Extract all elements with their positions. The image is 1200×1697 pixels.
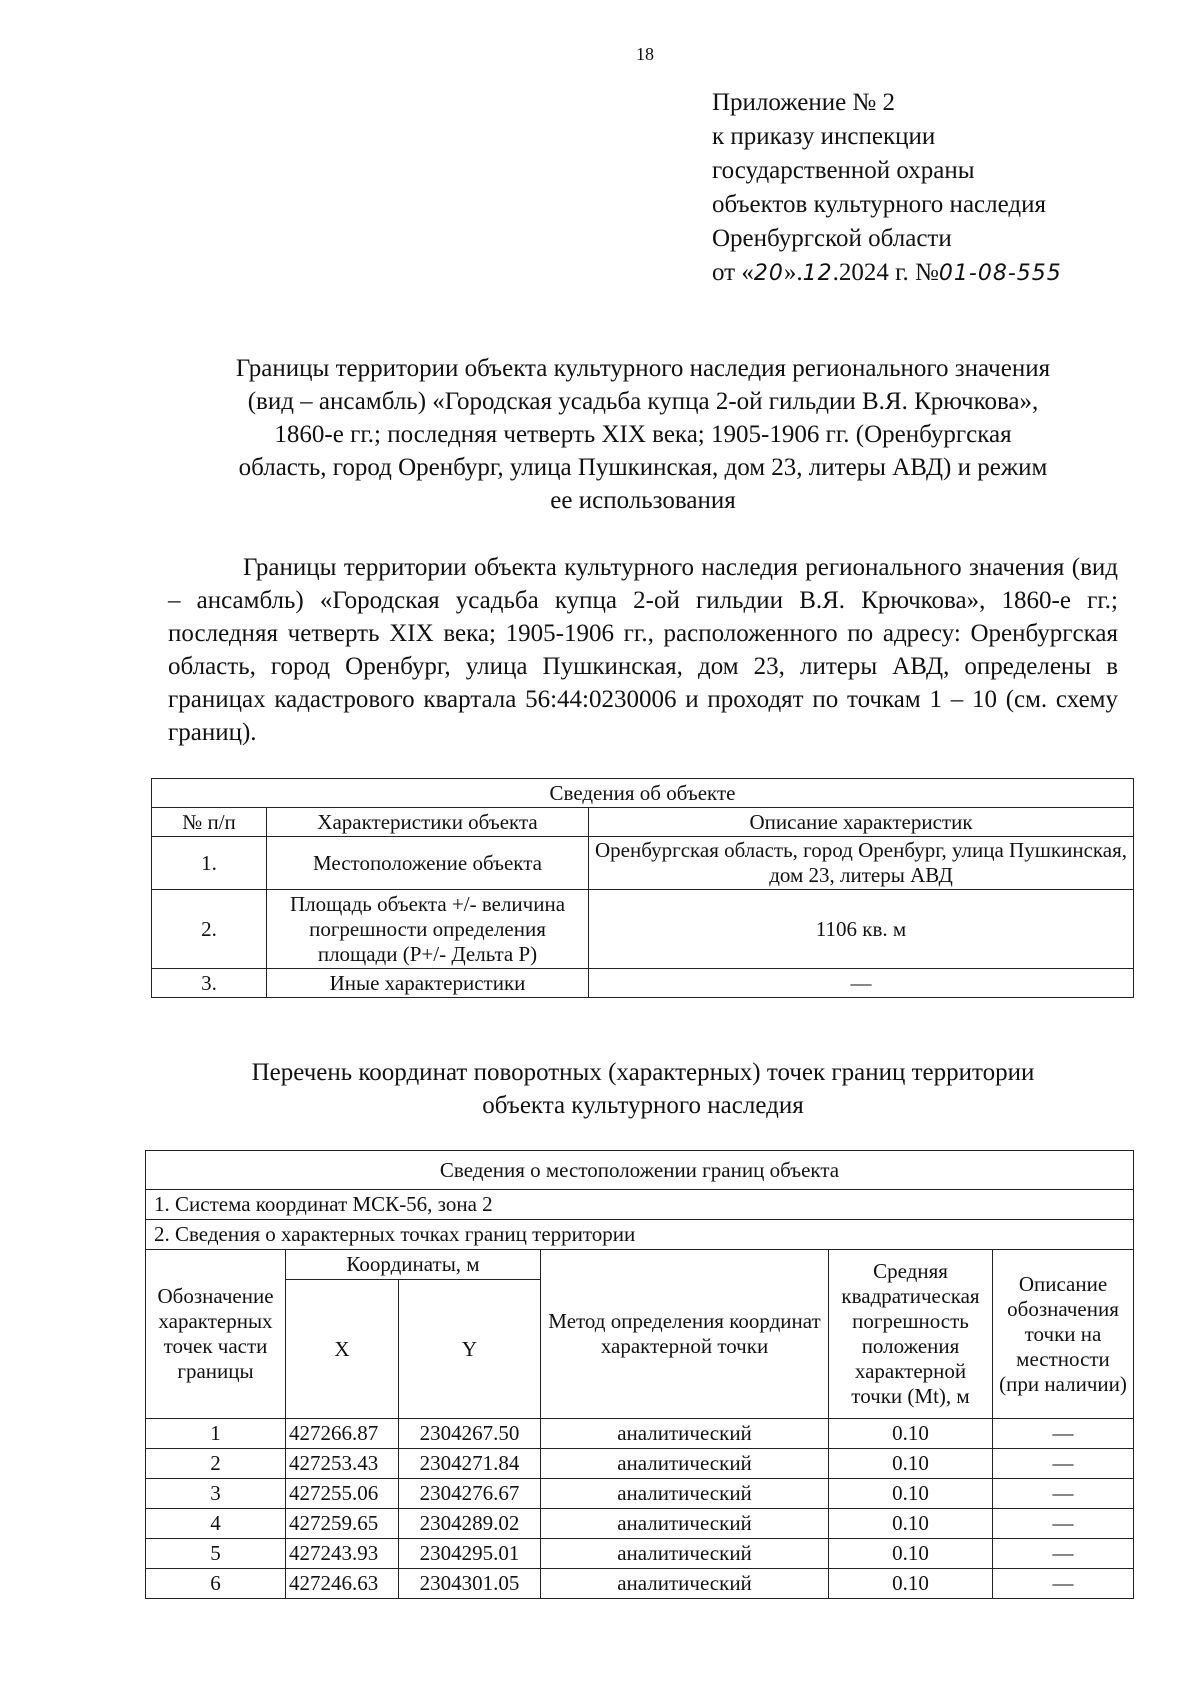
header-designation: Обозначение характерных точек части границы bbox=[146, 1250, 286, 1419]
subtitle-line: Перечень координат поворотных (характерных) точек границ территории bbox=[251, 1059, 1035, 1086]
header-cell-characteristic: Характеристики объекта bbox=[267, 808, 589, 837]
point-x: 427246.63 bbox=[286, 1569, 399, 1599]
boundaries-paragraph: Границы территории объекта культурного наследия регионального значения (вид – ансамбль) «Городская усадьба купца 2-ой гильдии В.Я. Крючкова», 1860-е гг.; последняя четверть XIX века; 1905-1906 гг., расположенного по адресу: Оренбургская область, город Оренбург, улица Пушкинская, дом 23, литеры АВД, определены в границах кадастрового квартала 56:44:0230006 и проходят по точкам 1 – 10 (см. схему границ). bbox=[168, 554, 1118, 746]
point-id: 3 bbox=[146, 1479, 286, 1509]
coordinates-table bbox=[145, 1150, 1134, 1599]
row-number: 1. bbox=[152, 837, 267, 890]
points-header: 2. Сведения о характерных точках границ территории bbox=[146, 1220, 1134, 1250]
point-id: 6 bbox=[146, 1569, 286, 1599]
point-description: — bbox=[993, 1509, 1134, 1539]
appendix-date-line bbox=[712, 256, 1062, 291]
handwritten-order-number: 01-08-555 bbox=[938, 261, 1062, 286]
point-error: 0.10 bbox=[829, 1479, 993, 1509]
header-y: Y bbox=[399, 1280, 541, 1419]
document-title bbox=[150, 352, 1136, 517]
point-description: — bbox=[993, 1569, 1134, 1599]
appendix-line-1: Приложение № 2 bbox=[712, 89, 896, 116]
header-cell-number: № п/п bbox=[152, 808, 267, 837]
header-cell-description: Описание характеристик bbox=[589, 808, 1134, 837]
point-id: 5 bbox=[146, 1539, 286, 1569]
date-mid-1: ». bbox=[783, 259, 803, 286]
point-description: — bbox=[993, 1419, 1134, 1449]
row-number: 3. bbox=[152, 969, 267, 998]
point-method: аналитический bbox=[541, 1449, 829, 1479]
header-error: Средняя квадратическая погрешность положения характерной точки (Mt), м bbox=[829, 1250, 993, 1419]
row-description: 1106 кв. м bbox=[589, 890, 1134, 969]
point-y: 2304271.84 bbox=[399, 1449, 541, 1479]
table-row bbox=[146, 1449, 1134, 1479]
header-coordinates: Координаты, м bbox=[286, 1250, 541, 1280]
table-row bbox=[146, 1509, 1134, 1539]
point-description: — bbox=[993, 1449, 1134, 1479]
handwritten-month: 12 bbox=[802, 261, 833, 286]
point-method: аналитический bbox=[541, 1509, 829, 1539]
point-id: 4 bbox=[146, 1509, 286, 1539]
point-x: 427253.43 bbox=[286, 1449, 399, 1479]
point-method: аналитический bbox=[541, 1539, 829, 1569]
header-point-description: Описание обозначения точки на местности (при наличии) bbox=[993, 1250, 1134, 1419]
point-y: 2304295.01 bbox=[399, 1539, 541, 1569]
row-characteristic: Местоположение объекта bbox=[267, 837, 589, 890]
appendix-header bbox=[712, 86, 1062, 291]
appendix-line-2: к приказу инспекции bbox=[712, 123, 936, 150]
point-id: 2 bbox=[146, 1449, 286, 1479]
point-error: 0.10 bbox=[829, 1569, 993, 1599]
point-y: 2304289.02 bbox=[399, 1509, 541, 1539]
point-y: 2304267.50 bbox=[399, 1419, 541, 1449]
point-x: 427266.87 bbox=[286, 1419, 399, 1449]
table-row bbox=[146, 1539, 1134, 1569]
row-description: — bbox=[589, 969, 1134, 998]
point-x: 427255.06 bbox=[286, 1479, 399, 1509]
point-y: 2304301.05 bbox=[399, 1569, 541, 1599]
row-characteristic: Площадь объекта +/- величина погрешности определения площади (Р+/- Дельта Р) bbox=[267, 890, 589, 969]
point-x: 427259.65 bbox=[286, 1509, 399, 1539]
subtitle-line: объекта культурного наследия bbox=[482, 1092, 804, 1119]
object-table-caption: Сведения об объекте bbox=[152, 779, 1134, 808]
title-line: ее использования bbox=[550, 487, 736, 514]
date-mid-2: .2024 г. № bbox=[832, 259, 939, 286]
title-line: область, город Оренбург, улица Пушкинская, дом 23, литеры АВД) и режим bbox=[238, 454, 1048, 481]
point-y: 2304276.67 bbox=[399, 1479, 541, 1509]
point-x: 427243.93 bbox=[286, 1539, 399, 1569]
appendix-line-3: государственной охраны bbox=[712, 157, 975, 184]
date-prefix: от « bbox=[712, 259, 754, 286]
object-info-table bbox=[151, 778, 1134, 998]
title-line: Границы территории объекта культурного наследия регионального значения bbox=[235, 355, 1051, 382]
point-method: аналитический bbox=[541, 1419, 829, 1449]
header-method: Метод определения координат характерной точки bbox=[541, 1250, 829, 1419]
appendix-line-4: объектов культурного наследия bbox=[712, 191, 1046, 218]
table-row bbox=[146, 1419, 1134, 1449]
point-description: — bbox=[993, 1539, 1134, 1569]
handwritten-day: 20 bbox=[753, 261, 784, 286]
point-error: 0.10 bbox=[829, 1449, 993, 1479]
point-error: 0.10 bbox=[829, 1419, 993, 1449]
table-row bbox=[146, 1569, 1134, 1599]
point-method: аналитический bbox=[541, 1569, 829, 1599]
table-row bbox=[146, 1479, 1134, 1509]
appendix-line-5: Оренбургской области bbox=[712, 225, 952, 252]
point-description: — bbox=[993, 1479, 1134, 1509]
header-x: X bbox=[286, 1280, 399, 1419]
title-line: (вид – ансамбль) «Городская усадьба купца 2-ой гильдии В.Я. Крючкова», bbox=[247, 388, 1039, 415]
point-error: 0.10 bbox=[829, 1509, 993, 1539]
title-line: 1860-е гг.; последняя четверть XIX века; 1905-1906 гг. (Оренбургская bbox=[274, 421, 1012, 448]
point-id: 1 bbox=[146, 1419, 286, 1449]
point-method: аналитический bbox=[541, 1479, 829, 1509]
row-characteristic: Иные характеристики bbox=[267, 969, 589, 998]
coordinates-section-title bbox=[150, 1056, 1136, 1122]
row-description: Оренбургская область, город Оренбург, улица Пушкинская, дом 23, литеры АВД bbox=[589, 837, 1134, 890]
row-number: 2. bbox=[152, 890, 267, 969]
coordinate-system: 1. Система координат МСК-56, зона 2 bbox=[146, 1190, 1134, 1220]
page-number: 18 bbox=[636, 44, 654, 64]
point-error: 0.10 bbox=[829, 1539, 993, 1569]
coords-table-caption: Сведения о местоположении границ объекта bbox=[146, 1151, 1134, 1190]
